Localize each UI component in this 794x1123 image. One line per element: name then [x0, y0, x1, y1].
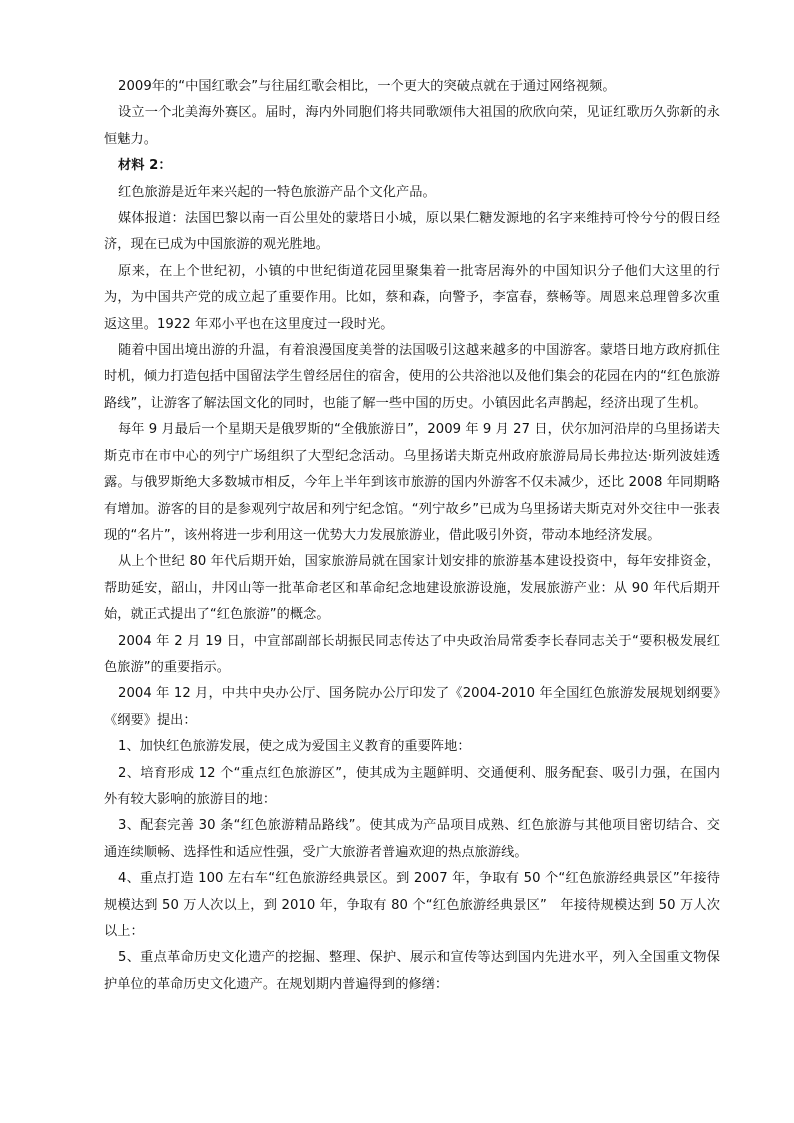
paragraph-2004-february: 2004 年 2 月 19 日，中宣部副部长胡振民同志传达了中央政治局常委李长春同志关于“要积极发展红色旅游”的重要指示。: [104, 633, 720, 675]
section-heading-material-2: 材料 2：: [118, 158, 172, 174]
paragraph-red-tourism-definition: 红色旅游是近年来兴起的一特色旅游产品个文化产品。: [118, 184, 436, 200]
paragraph-national-tourism-bureau: 从上个世纪 80 年代后期开始，国家旅游局就在国家计划安排的旅游基本建设投资中，每年安排资金，帮助延安，韶山，井冈山等一批革命老区和革命纪念地建设旅游设施，发展旅游产业：从 90 年代后期开始，就正式提出了“红色旅游”的概念。: [104, 554, 720, 623]
list-item-3: 3、配套完善 30 条“红色旅游精品路线”。使其成为产品项目成熟、红色旅游与其他项目密切结合、交通连续顺畅、选择性和适应性强，受广大旅游者普遍欢迎的热点旅游线。: [104, 818, 720, 860]
list-item-2: 2、培育形成 12 个“重点红色旅游区”，使其成为主题鲜明、交通便利、服务配套、吸引力强，在国内外有较大影响的旅游目的地：: [104, 765, 720, 807]
paragraph-chinese-tourists: 随着中国出境出游的升温，有着浪漫国度美誉的法国吸引这越来越多的中国游客。蒙塔日地方政府抓住时机，倾力打造包括中国留法学生曾经居住的宿舍，使用的公共浴池以及他们集会的花园在内的“红色旅游路线”，让游客了解法国文化的同时，也能了解一些中国的历史。小镇因此名声鹊起，经济出现了生机。: [104, 343, 720, 411]
paragraph-2004-december: 2004 年 12 月，中共中央办公厅、国务院办公厅印发了《2004-2010 年全国红色旅游发展规划纲要》《纲要》提出：: [104, 686, 720, 728]
paragraph-russia-tourism-day: 每年 9 月最后一个星期天是俄罗斯的“全俄旅游日”，2009 年 9 月 27 日，伏尔加河沿岸的乌里扬诺夫斯克市在市中心的列宁广场组织了大型纪念活动。乌里扬诺夫斯克州政府旅游局局长弗拉达·斯列波娃透露。与俄罗斯绝大多数城市相反，今年上半年到该市旅游的国内外游客不仅未减少，还比 2008 年同期略有增加。游客的目的是参观列宁故居和列宁纪念馆。“列宁故乡”已成为乌里扬诺夫斯克对外交往中一张表现的“名片”，该州将进一步利用这一优势大力发展旅游业，借此吸引外资，带动本地经济发展。: [104, 422, 720, 543]
paragraph-red-song-intro: 2009年的“中国红歌会”与往届红歌会相比，一个更大的突破点就在于通过网络视频。: [118, 79, 616, 94]
list-item-1: 1、加快红色旅游发展，使之成为爱国主义教育的重要阵地：: [118, 739, 471, 755]
document-page: [104, 74, 720, 998]
list-item-4: 4、重点打造 100 左右车“红色旅游经典景区。到 2007 年，争取有 50 个“红色旅游经典景区”年接待规模达到 50 万人次以上，到 2010 年，争取有 80 个“红色旅游经典景区” 年接待规模达到 50 万人次以上：: [104, 871, 720, 939]
paragraph-history-montargis: 原来，在上个世纪初，小镇的中世纪街道花园里聚集着一批寄居海外的中国知识分子他们大这里的行为，为中国共产党的成立起了重要作用。比如，蔡和森，向警予，李富春，蔡畅等。周恩来总理曾多次重返这里。1922 年邓小平也在这里度过一段时光。: [104, 263, 720, 332]
list-item-5: 5、重点革命历史文化遗产的挖掘、整理、保护、展示和宣传等达到国内先进水平，列入全国重文物保护单位的革命历史文化遗产。在规划期内普遍得到的修缮：: [104, 950, 720, 992]
paragraph-overseas-division: 设立一个北美海外赛区。届时，海内外同胞们将共同歌颂伟大祖国的欣欣向荣，见证红歌历久弥新的永恒魅力。: [104, 105, 720, 147]
paragraph-media-report: 媒体报道：法国巴黎以南一百公里处的蒙塔日小城，原以果仁糖发源地的名字来维持可怜兮兮的假日经济，现在已成为中国旅游的观光胜地。: [104, 211, 720, 253]
